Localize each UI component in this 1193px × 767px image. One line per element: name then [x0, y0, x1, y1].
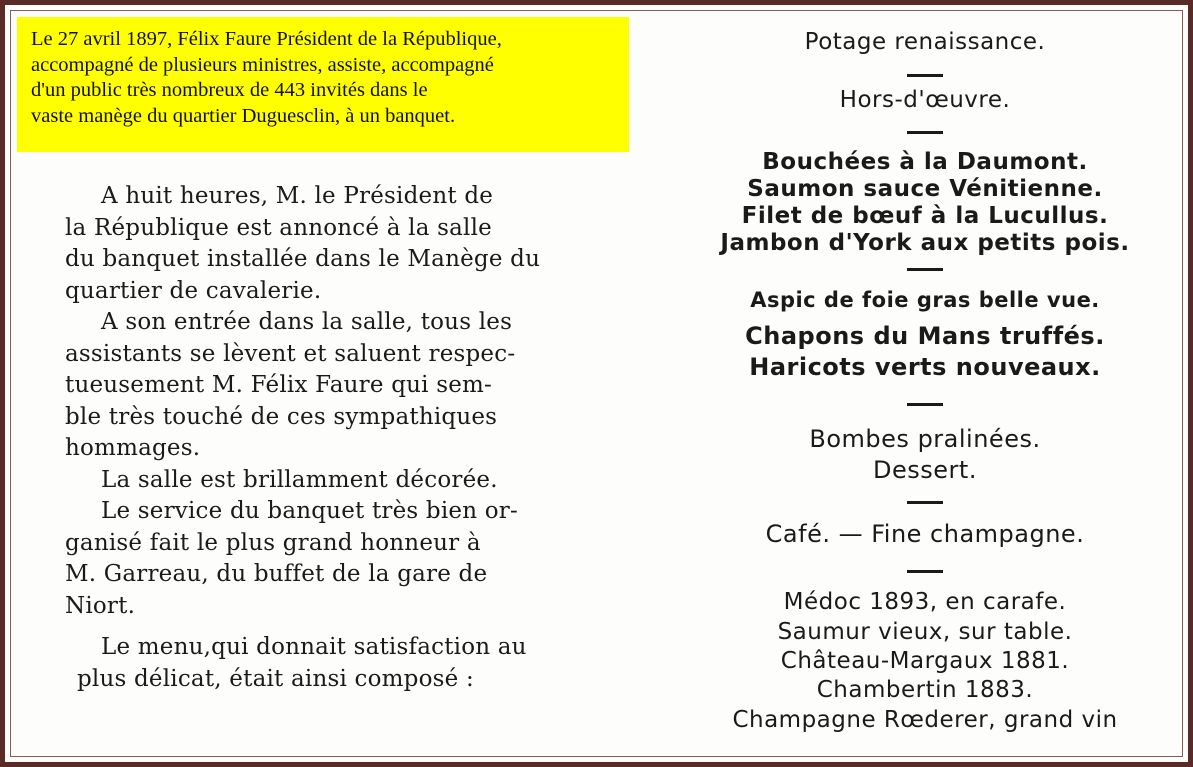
article-line: La salle est brillamment décorée.: [101, 466, 498, 493]
article-line: quartier de cavalerie.: [65, 277, 322, 304]
article-line: Le menu,qui donnait satisfaction au: [101, 634, 527, 660]
menu-item: Jambon d'York aux petits pois.: [720, 230, 1130, 256]
menu-item: Château-Margaux 1881.: [780, 648, 1070, 674]
article-line: ganisé fait le plus grand honneur à: [65, 529, 481, 556]
article-line: A son entrée dans la salle, tous les: [101, 309, 513, 335]
article-line: Le service du banquet très bien or-: [101, 498, 518, 524]
menu-item: Chapons du Mans truffés.: [745, 322, 1105, 350]
menu-item: Saumur vieux, sur table.: [777, 619, 1073, 645]
menu-item: Filet de bœuf à la Lucullus.: [741, 203, 1109, 229]
divider-dash: [907, 501, 943, 504]
caption-line: Le 27 avril 1897, Félix Faure Président de la République,: [31, 28, 502, 50]
article-line: M. Garreau, du buffet de la gare de: [65, 561, 488, 587]
article-line: du banquet installée dans le Manège du: [65, 246, 541, 272]
article-text: [65, 181, 605, 695]
menu-item: Chambertin 1883.: [816, 677, 1034, 703]
caption-line: d'un public très nombreux de 443 invités dans le: [31, 79, 428, 101]
article-line: ble très touché de ces sympathiques: [65, 403, 498, 430]
article-line: A huit heures, M. le Président de: [101, 183, 494, 209]
divider-dash: [907, 403, 943, 406]
menu-item: Bouchées à la Daumont.: [762, 149, 1088, 175]
menu-item: Saumon sauce Vénitienne.: [747, 176, 1103, 202]
divider-dash: [907, 131, 943, 134]
menu-item: Médoc 1893, en carafe.: [783, 589, 1067, 615]
caption-line: vaste manège du quartier Duguesclin, à un banquet.: [31, 104, 456, 127]
article-line: assistants se lèvent et saluent respec-: [65, 340, 516, 367]
menu-item: Aspic de foie gras belle vue.: [750, 288, 1100, 312]
article-line: hommages.: [65, 435, 201, 461]
article-line: tueusement M. Félix Faure qui sem-: [65, 372, 492, 398]
article-line: Niort.: [65, 592, 136, 619]
divider-dash: [907, 268, 943, 271]
menu-item: Haricots verts nouveaux.: [749, 353, 1101, 381]
divider-dash: [907, 570, 943, 573]
menu-item: Café. — Fine champagne.: [765, 520, 1085, 548]
menu-item: Champagne Rœderer, grand vin: [732, 707, 1118, 733]
menu-item: Potage renaissance.: [804, 29, 1046, 55]
article-line: la République est annoncé à la salle: [65, 214, 492, 241]
divider-dash: [907, 74, 943, 77]
menu-item: Bombes pralinées.: [809, 425, 1041, 453]
menu-item: Dessert.: [873, 456, 977, 484]
caption-line: accompagné de plusieurs ministres, assiste, accompagné: [31, 53, 494, 76]
menu-item: Hors-d'œuvre.: [839, 87, 1011, 113]
caption-box: [17, 17, 629, 152]
article-line: plus délicat, était ainsi composé :: [77, 665, 474, 692]
